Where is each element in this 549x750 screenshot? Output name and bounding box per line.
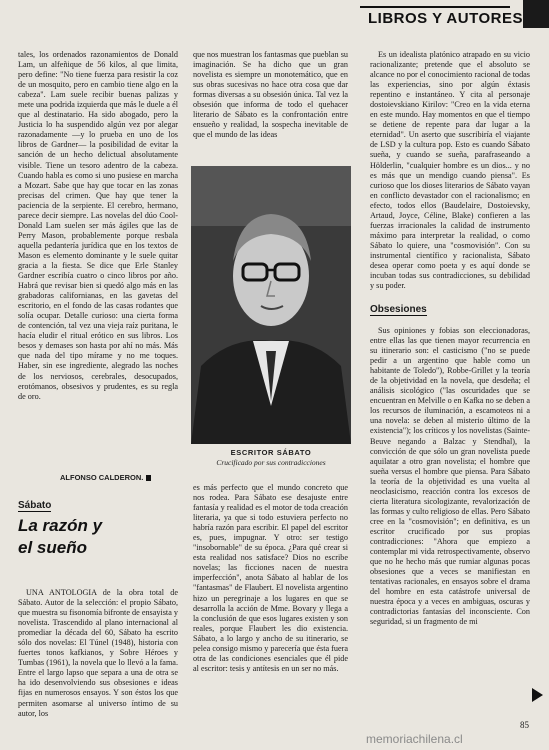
watermark: memoriachilena.cl [366,732,463,746]
review1-column-1 [18,50,178,402]
author-photo [191,166,351,444]
review2-text-col3: Es un idealista platónico atrapado en su vicio racionalizante; pretende que el absoluto se alcance no por el conocimiento racional de todas las experiencias, sino por algún éxtasis repentino e instantáneo. Y cita al personaje dostoievskiano Kirilov: "Creo en la vida eterna en este mundo. Hay momentos en que el tiempo se detiene de repente para dar lugar a la eternidad". Un aserto que suscribiría el viajante de LSD y la cultura pop. Esto es cuando Sábato sueña, y cuando se sueña, parafraseando a Hölderlin, "cualquier hombre es un dios... y no es más que un mendigo cuando piensa". Es curioso que los dioses literarios de Sábato vayan en conflicto devastador con el racionalismo; en efecto, todos ellos (Baudelaire, Dostoievsky, Artaud, Joyce, Céline, Blake) confieren a las fuerzas irracionales la calidad de instrumento máximo para interpretar la realidad, o como Sábato lo quiere, una "cosmovisión". Con su instrumental científico y racionalista, Sábato desea operar como poeta y es aquí donde se incuban todas sus contradicciones, su debilidad y su poder. [370,50,530,291]
review1-column-2 [193,50,348,162]
signature-text: ALFONSO CALDERON. [60,473,144,482]
review2-column-3 [370,50,530,298]
continue-arrow-icon [532,688,543,702]
header-block [523,0,549,28]
review1-signature [60,473,151,482]
photo-caption [191,448,351,467]
review2-text-col1: UNA ANTOLOGIA de la obra total de Sábato. Autor de la selección: el propio Sábato, que muestra su fisonomía bifronte de ensayista y novelista. Trascendido al plano internacional al promediar la década del 60, Sábato ha escrito sólo dos novelas: El Túnel (1948), historia con fuertes tonos kafkianos, y Sobre Héroes y Tumbas (1961), la novela que lo llevó a la fama. Entre el largo lapso que separa a una de otra se ha ido desenvolviendo sus obsesiones e ideas fijas en numerosos ensayos. Y son éstos los que permiten asomarse al universo íntimo de su autor, los [18,588,178,718]
end-mark [146,475,151,481]
review1-text-col2: que nos muestran los fantasmas que pueblan su imaginación. Se ha dicho que un gran novelista es siempre un monotemático, que en sus obras sucesivas no hace otra cosa que dar formas diversas a su obsesión única. Tal vez la obsesión que informa de todo el quehacer literario de Sábato es la confrontación entre ensueño y realidad, la sospecha inevitable de que el mundo de las ideas [193,50,348,140]
subhead-obsesiones: Obsesiones [370,304,427,315]
portrait-illustration [191,166,351,444]
header-rule [360,6,510,8]
caption-title: ESCRITOR SÁBATO [230,448,312,457]
review1-text-col1: tales, los ordenados razonamientos de Donald Lam, un alfeñique de 56 kilos, al que limita, pero define: "No tiene fuerza para resistir la coz de un mosquito, pero en cambio tiene algo en la cabeza". Lam suele recibir buenas palizas y mete una podrida izquierda que más le duele a él que al destinatario. Ha sido abogado, pero la Justicia lo ha suspendido algún vez por alegar razonadamente —y lo prueba en uno de los libros de Gardner— la posibilidad de evitar la sanción de un hecho delictual absolutamente visible. Tiene un tesoro adentro de la cabeza. Cuando habla es como si uno pusiese en marcha a Mozart. Sabe que hay que tocar en las zonas precisas del crimen. Que hay que tener la paciencia de la serpiente. El cerebro, hermano, parece decir siempre. Las novelas del dúo Cool-Donald Lam suelen ser más ágiles que las de Perry Mason, probablemente porque resbala aquella pedantería jurídica que en los textos de Mason es elemento dominante y le suele quitar gracia a la fiesta. Se dice que Erle Stanley Gardner escribía cuatro o cinco libros por año. Habrá que revisar bien si quedó algo más en las grabadoras californianas, en las gavetas del escritorio, en el fondo de las casas rodantes que solía ocupar. Detalle curioso: una cierta forma de contención, tal vez una vieja raíz puritana, le hacía eludir el ritual erótico en sus libros. Los besos y demases son hasta por ahí no más. Más que nada del tipo mírame y no me toques. Haber, sin ese ingrediente, alegrado las noches de los nerviosos, cerebrales, desocupados, erotómanos, obsesivos y prudentes, es su regla de oro. [18,50,178,401]
page-number: 85 [520,720,529,730]
review2-column-1 [18,588,178,723]
review2-text-col3b: Sus opiniones y fobias son eleccionadoras, entre ellas las que tienen mayor recurrencia en su itinerario son: el casticismo ("no se puede pedir a un argentino que hable como un habitante de Toledo"), Robbe-Grillet y la teoría de la objetividad en la novela, que desdeña; el análisis sicológico ("las oscuridades que se encuentran en Melville o en Kafka no se deben a los recursos de iluminación, a escamoteos ni a una novela: se deben al misterio último de la existencia"); los críticos y los novelistas (Sainte-Beuve negando a Balzac y Stendhal), la convicción de que sólo un gran novelista puede aquilatar a otro gran novelista; el hombre que sueña versus el hombre que piensa. Para Sábato la teoría de la objetividad es una vuelta al neoclasicismo, reacción contra los excesos de cierta literatura sicologizante, revalorización de las formas y culto religioso de ellas. Pero Sábato cree en la "cosmovisión"; en definitiva, es un escritor crucificado por sus propias contradicciones: "Ahora que empiezo a contemplar mi vida retrospectivamente, observo que no he hecho más que rumiar algunas pocas obsesiones que a veces se manifiestan en tentativas racionales, en ensayos sobre el drama del hombre en esta catástrofe universal de nuestra época y a veces en ambiguas, oscuras y contradictorias fantasías del inconsciente. Con seguridad, si un fragmento de mi [370,326,530,627]
headline-line-1: La razón y [18,516,103,535]
review2-column-2 [193,483,348,728]
caption-subtitle: Crucificado por sus contradicciones [216,457,326,467]
article-headline [18,515,178,559]
review2-column-3b [370,326,530,718]
section-label: Sábato [18,500,52,511]
headline-line-2: el sueño [18,538,87,557]
section-title: LIBROS Y AUTORES [368,10,523,27]
review2-text-col2: es más perfecto que el mundo concreto que nos rodea. Para Sábato ese desajuste entre fantasía y realidad es el motor de toda creación literaria, ya que si todo estuviera perfecto no habría razón para escribir. El papel del escritor es, pues, impugnar. Y otro: ser testigo "insobornable" de su época. ¿Para qué crear si esta realidad nos satisface? Dios no escribe novelas; las ficciones nacen de nuestra imperfección", anota Sábato al hablar de los "fantasmas" de Flaubert. El novelista argentino hizo un peregrinaje a los lugares en que se desarrolla la acción de Mme. Bovary y llega a la conclusión de que esos lugares existen y son reales, porque Flaubert les dio existencia. Sábato, a lo largo y ancho de su itinerario, se pelea consigo mismo y parecería que ésta fuera otra de las condiciones esenciales que él pide al escritor: tesis y antítesis en un ser no más. [193,483,348,673]
